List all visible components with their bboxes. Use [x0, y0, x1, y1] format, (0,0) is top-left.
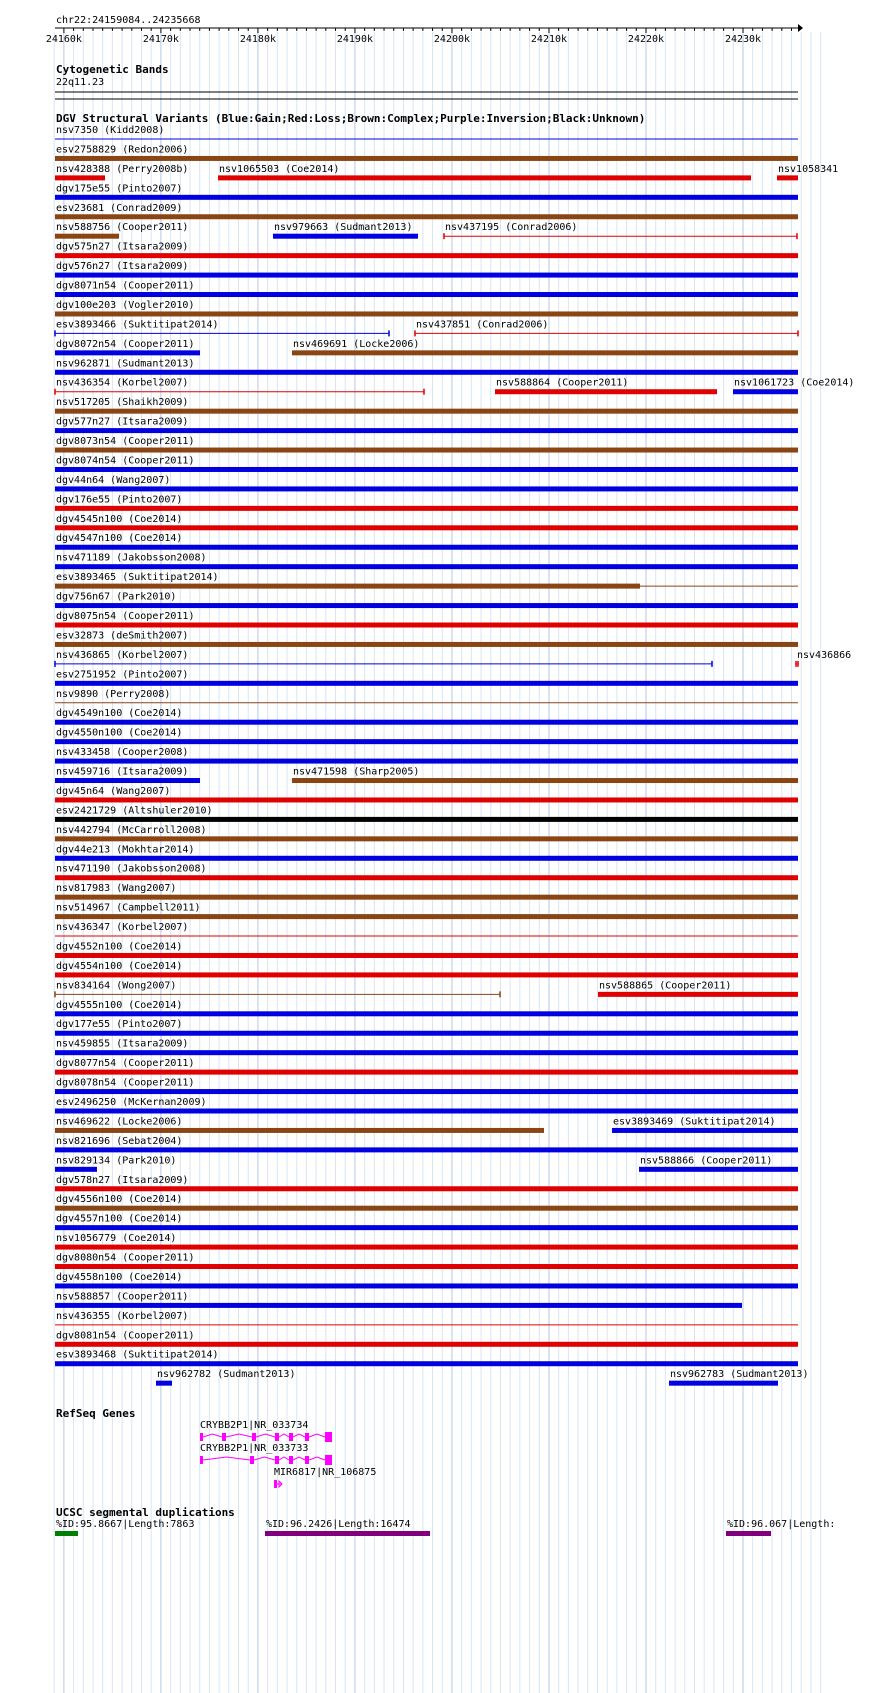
dgv-feature-bar — [218, 175, 751, 180]
dgv-feature-label: dgv8073n54 (Cooper2011) — [56, 436, 195, 448]
refseq-intron — [256, 1434, 275, 1437]
dgv-feature-bar — [55, 1342, 798, 1347]
dgv-feature-label: nsv817983 (Wang2007) — [56, 883, 177, 895]
dgv-feature[interactable] — [55, 378, 424, 395]
dgv-feature-label: dgv175e55 (Pinto2007) — [56, 183, 183, 195]
dgv-feature-label: dgv576n27 (Itsara2009) — [56, 261, 189, 273]
refseq-exon — [305, 1456, 309, 1464]
dgv-feature-label: nsv437195 (Conrad2006) — [445, 222, 578, 234]
segdup-feature-bar — [726, 1531, 771, 1536]
dgv-feature-label: nsv7350 (Kidd2008) — [56, 125, 165, 136]
dgv-feature-bar — [55, 914, 798, 919]
dgv-feature-bar — [55, 409, 798, 414]
dgv-feature[interactable] — [55, 1019, 798, 1036]
dgv-feature-label: nsv436347 (Korbel2007) — [56, 922, 189, 934]
dgv-feature-label: nsv436865 (Korbel2007) — [56, 649, 189, 661]
refseq-intron — [203, 1457, 250, 1460]
dgv-feature[interactable] — [55, 183, 798, 200]
dgv-feature[interactable] — [598, 980, 798, 997]
dgv-feature-bar — [55, 1167, 97, 1172]
dgv-feature-bar — [55, 1109, 798, 1114]
dgv-feature[interactable] — [55, 1039, 798, 1056]
dgv-feature[interactable] — [55, 572, 798, 589]
dgv-feature[interactable] — [55, 592, 798, 609]
dgv-feature[interactable] — [415, 319, 798, 336]
dgv-feature-label: nsv962782 (Sudmant2013) — [157, 1369, 296, 1381]
dgv-feature-bar — [55, 875, 798, 880]
dgv-feature-label: dgv4545n100 (Coe2014) — [56, 513, 183, 525]
dgv-feature-label: esv3893466 (Suktitipat2014) — [56, 319, 219, 331]
dgv-feature-bar — [777, 175, 798, 180]
ruler-coordinates: chr22:24159084..24235668 — [56, 15, 201, 26]
dgv-feature[interactable] — [55, 805, 798, 822]
dgv-feature[interactable] — [444, 222, 797, 239]
dgv-feature-bar — [55, 759, 798, 764]
ruler — [46, 15, 803, 45]
dgv-feature-label: dgv44n64 (Wang2007) — [56, 474, 171, 486]
dgv-feature[interactable] — [777, 164, 838, 181]
dgv-feature-bar — [273, 234, 418, 239]
dgv-feature-bar — [55, 953, 798, 958]
dgv-feature[interactable] — [55, 1155, 176, 1172]
dgv-feature-label: esv3893465 (Suktitipat2014) — [56, 572, 219, 584]
dgv-feature-label: esv23681 (Conrad2009) — [56, 202, 183, 214]
segdup-feature[interactable] — [55, 1519, 194, 1536]
dgv-feature-label: esv2751952 (Pinto2007) — [56, 669, 189, 681]
dgv-feature-label: esv3893469 (Suktitipat2014) — [613, 1116, 776, 1128]
segdup-track-title: UCSC segmental duplications — [56, 1506, 235, 1519]
dgv-feature-label: dgv8072n54 (Cooper2011) — [56, 338, 195, 350]
dgv-feature-bar — [55, 292, 798, 297]
dgv-feature-bar — [55, 584, 640, 589]
dgv-feature-label: nsv428388 (Perry2008b) — [56, 163, 189, 175]
dgv-feature[interactable] — [55, 455, 798, 472]
dgv-feature[interactable] — [495, 378, 717, 395]
dgv-feature-label: nsv471189 (Jakobsson2008) — [56, 552, 207, 564]
dgv-track — [55, 112, 854, 1386]
dgv-feature[interactable] — [55, 630, 798, 647]
dgv-feature[interactable] — [55, 1350, 798, 1367]
dgv-feature-bar — [55, 214, 798, 219]
dgv-feature[interactable] — [55, 669, 798, 686]
dgv-feature-label: nsv437851 (Conrad2006) — [416, 319, 549, 331]
dgv-feature-bar — [55, 778, 200, 783]
dgv-feature-label: nsv517205 (Shaikh2009) — [56, 397, 189, 409]
dgv-feature[interactable] — [55, 242, 798, 259]
refseq-intron — [309, 1434, 325, 1437]
dgv-feature-bar — [55, 195, 798, 200]
refseq-track — [56, 1407, 376, 1488]
dgv-feature-label: nsv469622 (Locke2006) — [56, 1116, 183, 1128]
dgv-feature-bar — [55, 836, 798, 841]
cyto-track-title: Cytogenetic Bands — [56, 63, 169, 76]
dgv-feature[interactable] — [292, 767, 798, 784]
dgv-feature-bar — [55, 1206, 798, 1211]
dgv-feature[interactable] — [55, 1272, 798, 1289]
dgv-feature-bar — [598, 992, 798, 997]
dgv-feature[interactable] — [55, 1291, 742, 1308]
dgv-feature-bar — [55, 1128, 544, 1133]
dgv-feature[interactable] — [733, 378, 854, 395]
dgv-feature-bar — [55, 370, 798, 375]
dgv-feature[interactable] — [55, 358, 798, 375]
refseq-exon — [275, 1433, 279, 1441]
dgv-feature[interactable] — [55, 417, 798, 434]
dgv-feature-label: nsv979663 (Sudmant2013) — [274, 222, 413, 234]
refseq-gene-label: CRYBB2P1|NR_033733 — [200, 1443, 309, 1454]
dgv-feature-label: nsv9890 (Perry2008) — [56, 688, 171, 700]
segdup-feature-bar — [55, 1531, 78, 1536]
dgv-feature-label: dgv4547n100 (Coe2014) — [56, 533, 183, 545]
dgv-feature[interactable] — [55, 397, 798, 414]
dgv-feature[interactable] — [55, 553, 798, 570]
dgv-feature-label: nsv834164 (Wong2007) — [56, 980, 177, 992]
dgv-feature-bar — [55, 1050, 798, 1055]
dgv-feature-label: esv3893468 (Suktitipat2014) — [56, 1349, 219, 1361]
dgv-feature-label: nsv962783 (Sudmant2013) — [670, 1369, 809, 1381]
dgv-feature[interactable] — [55, 1253, 798, 1270]
segdup-feature-bar — [265, 1531, 430, 1536]
segdup-features — [55, 1519, 835, 1536]
dgv-feature[interactable] — [55, 125, 798, 139]
dgv-feature[interactable] — [55, 883, 798, 900]
dgv-feature-label: nsv459855 (Itsara2009) — [56, 1038, 189, 1050]
refseq-exon — [252, 1433, 256, 1441]
ruler-tick-label: 24190k — [336, 34, 374, 45]
cyto-band-label: 22q11.23 — [56, 77, 105, 88]
dgv-feature-label: esv32873 (deSmith2007) — [56, 630, 189, 642]
cytogenetic-bands-track — [55, 63, 798, 99]
dgv-feature-label: nsv829134 (Park2010) — [56, 1155, 177, 1167]
dgv-feature-label: dgv4554n100 (Coe2014) — [56, 960, 183, 972]
refseq-exon — [274, 1480, 277, 1488]
dgv-feature-label: nsv469691 (Locke2006) — [293, 338, 420, 350]
dgv-feature-label: esv2421729 (Altshuler2010) — [56, 805, 213, 817]
dgv-feature[interactable] — [55, 533, 798, 550]
dgv-feature-label: nsv471190 (Jakobsson2008) — [56, 863, 207, 875]
refseq-genes — [200, 1420, 376, 1488]
dgv-feature-label: dgv575n27 (Itsara2009) — [56, 241, 189, 253]
dgv-feature-label: dgv4556n100 (Coe2014) — [56, 1194, 183, 1206]
dgv-feature-bar — [55, 739, 798, 744]
dgv-feature-label: nsv588865 (Cooper2011) — [599, 980, 732, 992]
dgv-feature-bar — [55, 623, 798, 628]
dgv-feature-bar — [55, 1070, 798, 1075]
dgv-feature-label: nsv588756 (Cooper2011) — [56, 222, 189, 234]
dgv-feature-bar — [55, 797, 798, 802]
refseq-gene[interactable] — [200, 1443, 332, 1465]
dgv-feature[interactable] — [612, 1116, 798, 1133]
dgv-feature-bar — [55, 273, 798, 278]
dgv-feature-label: esv2496250 (McKernan2009) — [56, 1097, 207, 1108]
dgv-feature-bar — [292, 350, 798, 355]
dgv-feature-bar — [55, 1031, 798, 1036]
dgv-feature-label: nsv1056779 (Coe2014) — [56, 1233, 177, 1245]
dgv-feature[interactable] — [55, 339, 200, 356]
dgv-feature-bar — [55, 311, 798, 316]
ruler-tick-label: 24230k — [724, 34, 762, 45]
dgv-feature[interactable] — [55, 1000, 798, 1017]
dgv-feature[interactable] — [55, 961, 798, 978]
dgv-feature-bar — [669, 1381, 778, 1386]
dgv-feature-label: dgv578n27 (Itsara2009) — [56, 1174, 189, 1186]
refseq-intron — [293, 1434, 305, 1437]
dgv-feature-label: dgv4549n100 (Coe2014) — [56, 708, 183, 720]
dgv-feature-label: nsv588864 (Cooper2011) — [496, 377, 629, 389]
dgv-feature[interactable] — [55, 319, 389, 336]
dgv-feature[interactable] — [55, 611, 798, 628]
refseq-exon — [200, 1456, 203, 1464]
ruler-ticks — [46, 28, 792, 45]
dgv-feature[interactable] — [55, 1214, 798, 1231]
dgv-feature-label: dgv4555n100 (Coe2014) — [56, 999, 183, 1011]
dgv-feature-bar — [55, 895, 798, 900]
dgv-feature-label: nsv1058341 — [778, 163, 839, 175]
dgv-feature-bar — [55, 1186, 798, 1191]
ruler-tick-label: 24180k — [239, 34, 276, 45]
refseq-exon — [200, 1433, 203, 1441]
refseq-intron — [254, 1457, 275, 1460]
dgv-feature-label: dgv8078n54 (Cooper2011) — [56, 1077, 195, 1089]
dgv-feature-bar — [292, 778, 798, 783]
dgv-feature-bar — [55, 1361, 798, 1366]
dgv-feature[interactable] — [55, 689, 798, 703]
dgv-feature-label: dgv4552n100 (Coe2014) — [56, 941, 183, 953]
segdup-feature[interactable] — [265, 1519, 430, 1536]
dgv-feature-label: dgv4558n100 (Coe2014) — [56, 1271, 183, 1283]
dgv-feature[interactable] — [55, 922, 798, 936]
dgv-feature[interactable] — [55, 261, 798, 278]
dgv-feature[interactable] — [55, 650, 712, 667]
dgv-feature-bar — [495, 389, 717, 394]
dgv-feature-bar — [55, 642, 798, 647]
dgv-feature-label: dgv8071n54 (Cooper2011) — [56, 280, 195, 292]
dgv-feature[interactable] — [55, 1233, 798, 1250]
refseq-gene[interactable] — [274, 1467, 376, 1488]
refseq-track-title: RefSeq Genes — [56, 1407, 136, 1420]
dgv-feature-label: nsv471598 (Sharp2005) — [293, 766, 420, 778]
dgv-feature[interactable] — [55, 494, 798, 511]
segdup-feature-label: %ID:95.8667|Length:7863 — [56, 1519, 195, 1530]
dgv-feature-label: nsv442794 (McCarroll2008) — [56, 824, 207, 836]
dgv-feature-label: nsv436354 (Korbel2007) — [56, 377, 189, 389]
dgv-feature-bar — [55, 428, 798, 433]
dgv-feature-label: nsv962871 (Sudmant2013) — [56, 358, 195, 370]
dgv-feature[interactable] — [55, 1330, 798, 1347]
refseq-exon — [275, 1456, 279, 1464]
dgv-feature-label: dgv4557n100 (Coe2014) — [56, 1213, 183, 1225]
dgv-feature[interactable] — [669, 1369, 808, 1386]
dgv-feature-label: dgv45n64 (Wang2007) — [56, 785, 171, 797]
dgv-feature-bar — [55, 720, 798, 725]
dgv-feature-bar — [55, 350, 200, 355]
refseq-intron — [293, 1457, 305, 1460]
dgv-feature-label: nsv436355 (Korbel2007) — [56, 1310, 189, 1322]
dgv-feature-bar — [55, 448, 798, 453]
dgv-feature[interactable] — [55, 1097, 798, 1114]
dgv-feature-bar — [55, 1245, 798, 1250]
dgv-feature-label: dgv177e55 (Pinto2007) — [56, 1019, 183, 1031]
dgv-feature-bar — [55, 156, 798, 161]
dgv-feature[interactable] — [55, 767, 200, 784]
dgv-feature-label: nsv514967 (Campbell2011) — [56, 902, 201, 914]
refseq-exon — [305, 1433, 309, 1441]
dgv-track-title: DGV Structural Variants (Blue:Gain;Red:Loss;Brown:Complex;Purple:Inversion;Black:Unknown) — [56, 112, 646, 125]
dgv-feature-bar — [55, 564, 798, 569]
dgv-feature[interactable] — [273, 222, 418, 239]
dgv-feature[interactable] — [55, 1194, 798, 1211]
dgv-feature[interactable] — [55, 844, 798, 861]
refseq-exon — [289, 1433, 293, 1441]
dgv-feature-bar — [55, 1303, 742, 1308]
dgv-feature-label: nsv588866 (Cooper2011) — [640, 1155, 773, 1167]
dgv-feature[interactable] — [156, 1369, 295, 1386]
dgv-feature-bar — [733, 389, 798, 394]
dgv-feature-label: dgv44e213 (Mokhtar2014) — [56, 844, 195, 856]
dgv-feature[interactable] — [55, 864, 798, 881]
dgv-feature-bar — [55, 253, 798, 258]
dgv-feature[interactable] — [218, 164, 751, 181]
dgv-feature[interactable] — [55, 1058, 798, 1075]
ruler-tick-label: 24210k — [530, 34, 568, 45]
dgv-feature[interactable] — [796, 650, 851, 667]
dgv-feature-label: dgv8080n54 (Cooper2011) — [56, 1252, 195, 1264]
dgv-feature-bar — [55, 467, 798, 472]
dgv-feature-label: dgv577n27 (Itsara2009) — [56, 416, 189, 428]
dgv-feature[interactable] — [55, 825, 798, 842]
dgv-feature[interactable] — [55, 300, 798, 317]
refseq-exon — [289, 1456, 293, 1464]
dgv-feature-label: esv2758829 (Redon2006) — [56, 144, 189, 156]
dgv-feature-bar — [55, 1283, 798, 1288]
dgv-feature[interactable] — [55, 941, 798, 958]
dgv-feature-label: dgv8081n54 (Cooper2011) — [56, 1330, 195, 1342]
dgv-feature-bar — [55, 234, 119, 239]
segdup-feature-label: %ID:96.2426|Length:16474 — [266, 1519, 411, 1530]
dgv-feature[interactable] — [55, 728, 798, 745]
segmental-duplications-track — [55, 1506, 835, 1536]
dgv-feature-bar — [55, 486, 798, 491]
dgv-feature-label: dgv8075n54 (Cooper2011) — [56, 611, 195, 622]
ruler-tick-label: 24160k — [45, 34, 82, 45]
dgv-feature-bar — [612, 1128, 798, 1133]
dgv-feature[interactable] — [55, 1311, 798, 1325]
refseq-gene-label: CRYBB2P1|NR_033734 — [200, 1420, 309, 1431]
dgv-feature-bar — [55, 603, 798, 608]
dgv-feature[interactable] — [55, 514, 798, 531]
dgv-feature[interactable] — [55, 747, 798, 764]
ruler-tick-label: 24200k — [433, 34, 471, 45]
dgv-feature[interactable] — [55, 203, 798, 220]
dgv-feature-bar — [156, 1381, 172, 1386]
dgv-feature-bar — [55, 1264, 798, 1269]
dgv-feature-label: dgv100e203 (Vogler2010) — [56, 299, 195, 311]
dgv-feature-label: nsv821696 (Sebat2004) — [56, 1135, 183, 1147]
dgv-feature-label: nsv436866 — [797, 649, 852, 661]
dgv-feature[interactable] — [55, 281, 798, 298]
dgv-feature-bar — [55, 972, 798, 977]
dgv-feature-bar — [55, 856, 798, 861]
dgv-feature-label: nsv1065503 (Coe2014) — [219, 163, 340, 175]
refseq-exon — [250, 1456, 254, 1464]
dgv-feature-bar — [55, 525, 798, 530]
dgv-feature[interactable] — [55, 475, 798, 492]
dgv-feature[interactable] — [292, 339, 798, 356]
dgv-feature-label: dgv8074n54 (Cooper2011) — [56, 455, 195, 467]
dgv-feature-bar — [55, 1089, 798, 1094]
segdup-feature[interactable] — [726, 1519, 835, 1536]
dgv-feature[interactable] — [55, 144, 798, 161]
dgv-feature[interactable] — [55, 786, 798, 803]
refseq-exon — [222, 1433, 226, 1441]
dgv-feature[interactable] — [55, 1136, 798, 1153]
dgv-feature-bar — [55, 1147, 798, 1152]
dgv-feature-label: dgv8077n54 (Cooper2011) — [56, 1058, 195, 1070]
dgv-feature[interactable] — [55, 903, 798, 920]
dgv-feature-label: nsv459716 (Itsara2009) — [56, 766, 189, 778]
dgv-feature-bar — [55, 681, 798, 686]
ruler-tick-label: 24220k — [627, 34, 665, 45]
segdup-feature-label: %ID:96.067|Length: — [727, 1519, 836, 1530]
refseq-intron — [309, 1457, 325, 1460]
refseq-gene-label: MIR6817|NR_106875 — [274, 1467, 377, 1478]
dgv-feature-bar — [55, 1011, 798, 1016]
dgv-feature-label: nsv433458 (Cooper2008) — [56, 747, 189, 759]
dgv-feature[interactable] — [55, 1078, 798, 1095]
dgv-feature-bar — [55, 545, 798, 550]
dgv-feature-bar — [639, 1167, 798, 1172]
dgv-feature-label: dgv4550n100 (Coe2014) — [56, 727, 183, 739]
dgv-feature-label: dgv756n67 (Park2010) — [56, 591, 177, 603]
dgv-feature-bar — [55, 506, 798, 511]
dgv-feature-label: nsv1061723 (Coe2014) — [734, 377, 855, 389]
dgv-feature-bar — [55, 1225, 798, 1230]
dgv-feature[interactable] — [55, 1116, 544, 1133]
ruler-tick-label: 24170k — [142, 34, 179, 45]
dgv-feature[interactable] — [55, 708, 798, 725]
dgv-feature-bar — [55, 175, 105, 180]
dgv-feature-label: dgv176e55 (Pinto2007) — [56, 494, 183, 506]
dgv-feature-label: nsv588857 (Cooper2011) — [56, 1291, 189, 1303]
dgv-feature[interactable] — [639, 1155, 798, 1172]
refseq-exon — [325, 1455, 332, 1465]
dgv-features — [55, 125, 854, 1386]
refseq-exon — [325, 1432, 332, 1442]
refseq-gene[interactable] — [200, 1420, 332, 1442]
dgv-feature[interactable] — [55, 1175, 798, 1192]
dgv-feature[interactable] — [55, 436, 798, 453]
dgv-feature-bar — [55, 817, 798, 822]
